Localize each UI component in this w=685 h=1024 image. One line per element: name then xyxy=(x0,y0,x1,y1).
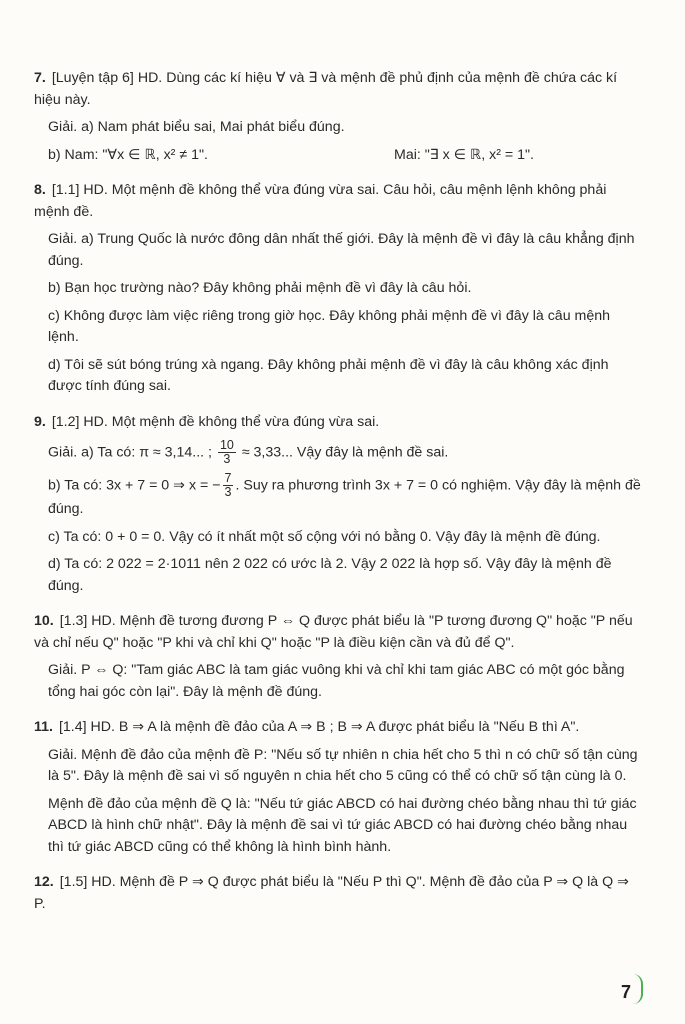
exercise-number: 12. xyxy=(34,874,54,890)
solution-d: d) Tôi sẽ sút bóng trúng xà ngang. Đây không phải mệnh đề vì đây là câu không xác định được tính đúng sai. xyxy=(48,356,609,394)
solution-a xyxy=(34,439,644,466)
exercise-8 xyxy=(34,180,644,398)
exercise-11 xyxy=(34,717,644,858)
exercise-number: 8. xyxy=(34,182,46,198)
exercise-number: 11. xyxy=(34,719,53,735)
exercise-number: 7. xyxy=(34,70,46,86)
fraction xyxy=(218,439,236,466)
fraction-denominator: 3 xyxy=(224,485,232,499)
solution-c: c) Không được làm việc riêng trong giờ học. Đây không phải mệnh đề vì đây là câu mệnh lệnh. xyxy=(48,307,611,345)
exercise-12 xyxy=(34,872,644,915)
solution-c: c) Ta có: 0 + 0 = 0. Vậy có ít nhất một số cộng với nó bằng 0. Vậy đây là mệnh đề đúng. xyxy=(48,528,601,545)
fraction-denominator: 3 xyxy=(223,452,231,466)
fraction-numerator: 10 xyxy=(219,438,234,452)
exercise-hint: [1.3] HD. Mệnh đề tương đương P ⇔ Q được phát biểu là "P tương đương Q" hoặc "P nếu và chỉ nếu Q" hoặc "P khi và chỉ khi Q" hoặc "P là điều kiện cần và đủ để Q". xyxy=(34,613,633,651)
solution-a-text: Giải. a) Ta có: π ≈ 3,14... ; xyxy=(48,444,212,461)
solution-b-mai: Mai: "∃ x ∈ ℝ, x² = 1". xyxy=(394,146,534,163)
exercise-hint: [1.4] HD. B ⇒ A là mệnh đề đảo của A ⇒ B ; B ⇒ A được phát biểu là "Nếu B thì A". xyxy=(58,719,580,735)
page-content xyxy=(34,68,644,929)
exercise-hint: [1.5] HD. Mệnh đề P ⇒ Q được phát biểu là "Nếu P thì Q". Mệnh đề đảo của P ⇒ Q là Q ⇒ P. xyxy=(34,874,630,912)
solution-a: Giải. a) Trung Quốc là nước đông dân nhất thế giới. Đây là mệnh đề vì đây là câu khẳng định đúng. xyxy=(48,231,635,269)
solution-b-nam: b) Nam: "∀x ∈ ℝ, x² ≠ 1". xyxy=(48,146,208,163)
exercise-9 xyxy=(34,412,644,598)
page-number: 7 xyxy=(620,982,631,1002)
exercise-hint: [1.2] HD. Một mệnh đề không thể vừa đúng vừa sai. xyxy=(51,413,380,430)
solution-q: Mệnh đề đảo của mệnh đề Q là: "Nếu tứ giác ABCD có hai đường chéo bằng nhau thì tứ giác ABCD là hình chữ nhật". Đây là mệnh đề sai vì tứ giác ABCD có hai đường chéo bằng nhau thì tứ giác ABCD cũng có thể không là hình bình hành. xyxy=(48,795,637,855)
solution-b xyxy=(34,472,644,521)
solution: Giải. P ⇔ Q: "Tam giác ABC là tam giác vuông khi và chỉ khi tam giác ABC có một góc bằng tổng hai góc còn lại". Đây là mệnh đề đúng. xyxy=(48,662,625,700)
exercise-number: 9. xyxy=(34,413,46,430)
solution-p: Giải. Mệnh đề đảo của mệnh đề P: "Nếu số tự nhiên n chia hết cho 5 thì n có chữ số tận cùng là 5". Đây là mệnh đề sai vì số nguyên n chia hết cho 5 cũng có thể có chữ số tận cùng là 0. xyxy=(48,746,638,784)
fraction xyxy=(223,472,234,499)
solution-a-text-end: ≈ 3,33... Vậy đây là mệnh đề sai. xyxy=(241,444,449,461)
exercise-number: 10. xyxy=(34,613,54,629)
exercise-7 xyxy=(34,68,644,166)
solution-a: Giải. a) Nam phát biểu sai, Mai phát biểu đúng. xyxy=(48,119,345,135)
solution-b-text: b) Ta có: 3x + 7 = 0 ⇒ x = − xyxy=(48,477,221,494)
exercise-hint: [Luyện tập 6] HD. Dùng các kí hiệu ∀ và ∃ và mệnh đề phủ định của mệnh đề chứa các kí hiệu này. xyxy=(34,70,618,108)
solution-b: b) Bạn học trường nào? Đây không phải mệnh đề vì đây là câu hỏi. xyxy=(48,280,472,296)
solution-b-text-end: . Suy ra phương trình 3x + 7 = 0 có nghiệm. Vậy đây là mệnh đề đúng. xyxy=(48,477,641,517)
exercise-10 xyxy=(34,611,644,703)
page-number-bracket xyxy=(633,974,643,1004)
fraction-numerator: 7 xyxy=(224,471,232,485)
solution-b xyxy=(34,145,644,167)
exercise-hint: [1.1] HD. Một mệnh đề không thể vừa đúng vừa sai. Câu hỏi, câu mệnh lệnh không phải mệnh đề. xyxy=(34,182,607,220)
solution-d: d) Ta có: 2 022 = 2·1011 nên 2 022 có ước là 2. Vậy 2 022 là hợp số. Vậy đây là mệnh đề đúng. xyxy=(48,556,612,594)
